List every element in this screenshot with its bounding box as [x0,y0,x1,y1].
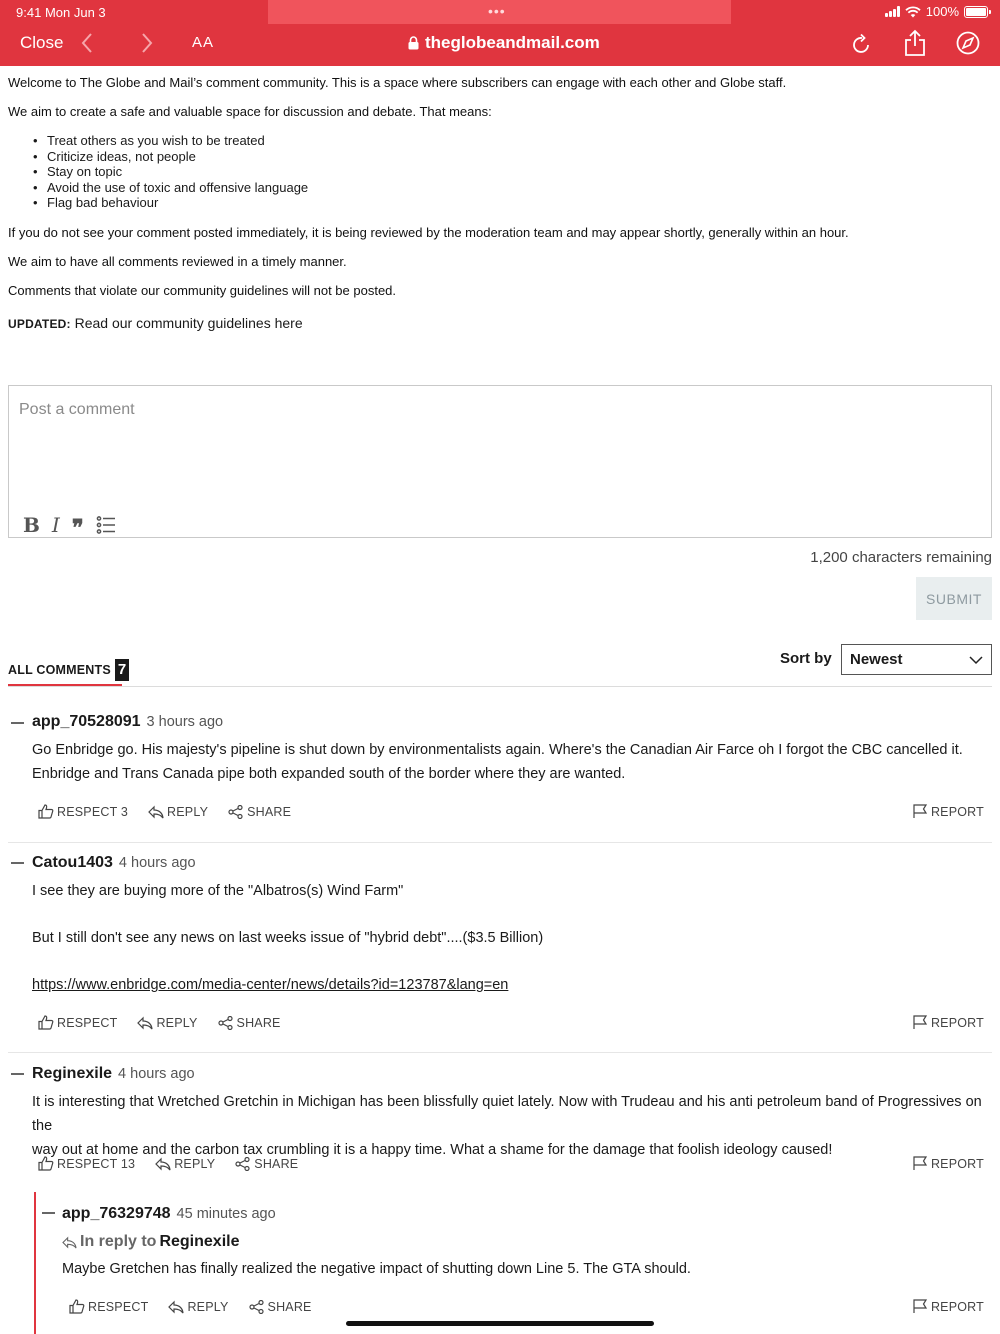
comment-header [32,713,223,731]
reply-button[interactable] [137,1016,197,1030]
share-label: SHARE [267,1299,312,1314]
guideline-rule: • Flag bad behaviour [47,195,308,211]
home-indicator[interactable] [346,1321,654,1326]
in-reply-prefix: In reply to [80,1233,157,1250]
comment-body [32,926,543,950]
reply-icon [62,1236,77,1249]
comment-body [62,1257,691,1281]
guidelines-violate: Comments that violate our community guidelines will not be posted. [8,283,397,298]
quote-icon[interactable]: ❞ [71,515,84,541]
compass-icon[interactable] [955,30,981,56]
guidelines-link[interactable]: Read our community guidelines here [74,315,303,331]
comment-time: 45 minutes ago [176,1206,276,1222]
sort-value: Newest [850,651,903,668]
multitasking-dots-icon[interactable]: ••• [488,3,506,19]
report-button[interactable] [912,1299,984,1314]
battery-icon [964,6,988,18]
divider [8,686,992,687]
reply-label: REPLY [174,1156,216,1171]
comment-time: 4 hours ago [118,855,196,871]
comment-text: I see they are buying more of the "Albatros(s) Wind Farm" [32,883,404,899]
share-nodes-icon [249,1300,265,1314]
comment-actions [38,1015,301,1030]
respect-button[interactable] [69,1299,148,1314]
status-bar [0,0,1000,24]
bold-icon[interactable]: B [23,513,40,537]
status-time: 9:41 Mon Jun 3 [16,5,106,20]
share-nodes-icon [235,1157,251,1171]
flag-icon [912,1156,928,1171]
reload-icon[interactable] [850,31,874,57]
flag-icon [912,1299,928,1314]
guidelines-intro: Welcome to The Globe and Mail’s comment community. This is a space where subscribers can engage with each other and Globe staff. [8,75,787,90]
comment-actions [69,1299,332,1314]
comment-author[interactable]: app_70528091 [32,713,141,730]
report-label: REPORT [930,1015,984,1030]
reply-icon [148,805,164,819]
report-button[interactable] [912,804,984,819]
comment-text: But I still don't see any news on last weeks issue of "hybrid debt"....($3.5 Billion) [32,930,544,946]
battery-percent: 100% [925,4,959,19]
report-label: REPORT [930,1299,984,1314]
respect-label: RESPECT 3 [57,804,129,819]
in-reply-author[interactable]: Reginexile [159,1233,240,1250]
collapse-icon[interactable] [11,722,24,724]
share-button[interactable] [228,805,291,819]
formatting-toolbar [23,509,116,541]
comment-body [32,1090,992,1162]
comment-text: way out at home and the carbon tax crumbling it is a happy time. What a shame for the damage that foolish ideology caused! [32,1142,833,1158]
comment-author[interactable]: app_76329748 [62,1205,171,1222]
reply-label: REPLY [156,1015,198,1030]
guideline-rule: • Avoid the use of toxic and offensive language [47,180,308,196]
share-icon[interactable] [903,28,927,58]
share-label: SHARE [254,1156,299,1171]
comment-time: 4 hours ago [118,1066,195,1082]
share-nodes-icon [228,805,244,819]
comment-time: 3 hours ago [146,714,224,730]
collapse-icon[interactable] [11,862,24,864]
respect-label: RESPECT [57,1015,118,1030]
guideline-rule: • Criticize ideas, not people [47,149,308,165]
comment-body [32,879,403,903]
reply-icon [137,1016,153,1030]
thumbs-up-icon [38,1156,54,1171]
respect-button[interactable] [38,1156,135,1171]
comment-actions [38,1156,318,1171]
forward-icon[interactable] [140,31,154,55]
reply-thread-indicator [34,1192,36,1334]
respect-button[interactable] [38,804,128,819]
share-button[interactable] [218,1016,281,1030]
share-button[interactable] [235,1157,298,1171]
sort-label: Sort by [780,650,832,667]
share-button[interactable] [249,1300,312,1314]
characters-remaining: 1,200 characters remaining [810,549,992,566]
comment-text: Maybe Gretchen has finally realized the negative impact of shutting down Line 5. The GTA should. [62,1261,691,1277]
chevron-down-icon [969,655,983,665]
address-bar[interactable] [408,33,600,53]
all-comments-label: ALL COMMENTS [8,663,111,677]
comment-link[interactable]: https://www.enbridge.com/media-center/news/details?id=123787&lang=en [32,977,509,993]
reply-button[interactable] [168,1300,228,1314]
wifi-icon [905,6,921,18]
reply-icon [168,1300,184,1314]
guideline-rule: • Treat others as you wish to be treated [47,133,308,149]
guidelines-list [47,133,308,211]
share-label: SHARE [236,1015,281,1030]
reply-icon [155,1157,171,1171]
respect-label: RESPECT 13 [57,1156,136,1171]
guidelines-aim: We aim to create a safe and valuable space for discussion and debate. That means: [8,104,492,119]
share-label: SHARE [247,804,292,819]
list-icon[interactable] [96,515,116,535]
report-label: REPORT [930,1156,984,1171]
comment-header [32,854,196,872]
updated-label: UPDATED: [8,317,71,331]
respect-label: RESPECT [88,1299,149,1314]
text-size-button[interactable]: AA [192,34,215,51]
comment-author[interactable]: Catou1403 [32,854,113,871]
comment-body [32,738,963,786]
collapse-icon[interactable] [11,1073,24,1075]
back-icon[interactable] [80,31,94,55]
cellular-signal-icon [885,6,900,17]
close-button[interactable]: Close [20,33,64,52]
comment-placeholder: Post a comment [19,401,135,418]
comment-actions [38,804,311,819]
collapse-icon[interactable] [42,1212,55,1214]
thumbs-up-icon [38,1015,54,1030]
tab-all-comments[interactable] [8,659,129,681]
lock-icon [408,36,419,50]
comment-body [32,973,508,997]
browser-toolbar [0,24,1000,66]
reply-label: REPLY [187,1299,229,1314]
submit-button[interactable]: SUBMIT [916,577,992,620]
sort-select[interactable] [841,644,992,675]
report-button[interactable] [912,1156,984,1171]
in-reply-to [62,1233,239,1251]
comment-header [32,1065,195,1083]
comment-text: Go Enbridge go. His majesty's pipeline is shut down by environmentalists again. Where's the Canadian Air Farce oh I forgot the CBC cancelled it. [32,742,963,758]
divider [8,1052,992,1053]
updated-notice [8,315,303,331]
comment-header [62,1205,276,1223]
report-label: REPORT [930,804,984,819]
comment-count-badge: 7 [115,659,130,681]
thumbs-up-icon [38,804,54,819]
flag-icon [912,804,928,819]
comment-input[interactable] [8,385,992,541]
guidelines-moderation: If you do not see your comment posted immediately, it is being reviewed by the moderation team and may appear shortly, generally within an hour. [8,225,849,240]
url-text: theglobeandmail.com [425,33,600,52]
thumbs-up-icon [69,1299,85,1314]
italic-icon[interactable]: I [51,513,60,537]
share-nodes-icon [218,1016,234,1030]
reply-button[interactable] [148,805,208,819]
comment-text: It is interesting that Wretched Gretchin in Michigan has been blissfully quiet lately. Now with Trudeau and his anti petroleum band of Progressives on the [32,1094,982,1134]
report-button[interactable] [912,1015,984,1030]
guideline-rule: • Stay on topic [47,164,308,180]
reply-button[interactable] [155,1157,215,1171]
reply-label: REPLY [167,804,209,819]
respect-button[interactable] [38,1015,117,1030]
divider [8,842,992,843]
comment-author[interactable]: Reginexile [32,1065,113,1082]
comment-text: Enbridge and Trans Canada pipe both expanded south of the border where they are wanted. [32,766,626,782]
guidelines-timely: We aim to have all comments reviewed in a timely manner. [8,254,347,269]
flag-icon [912,1015,928,1030]
